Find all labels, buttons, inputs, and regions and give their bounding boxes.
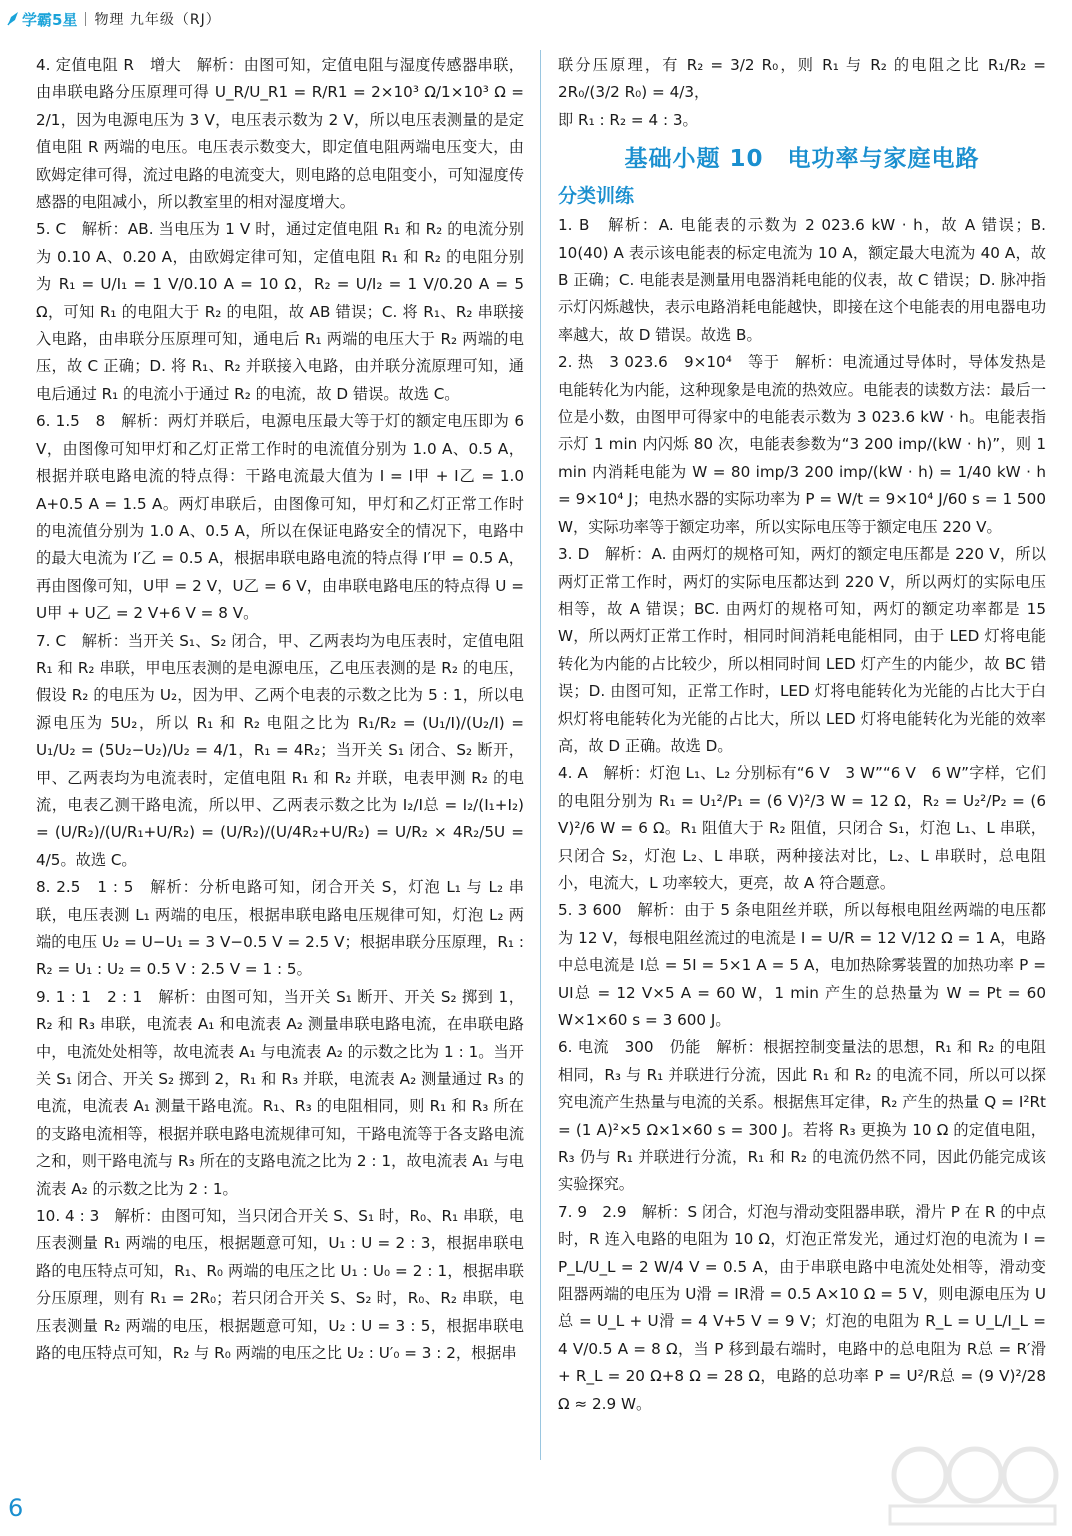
answer-10: 10. 4 : 3 解析：由图可知，当只闭合开关 S、S₁ 时，R₀、R₁ 串联，电压表测量 R₁ 两端的电压，根据题意可知，U₁ : U = 2 : 3，根据串联电路的电压特点可知，R₁、R₀ 两端的电压之比 U₁ : U₀ = 2 : 1，根据串联分压原理，则有 R₁ = 2R₀；若只闭合开关 S、S₂ 时，R₀、R₂ 串联，电压表测量 R₂ 两端的电压，根据题意可知，U₂ : U = 3 : 5，根据串联电路的电压特点可知，R₂ 与 R₀ 两端的电压之比 U₂ : U′₀ = 3 : 2，根据串 (36, 1207, 524, 1363)
answer-5: 5. C 解析：AB. 当电压为 1 V 时，通过定值电阻 R₁ 和 R₂ 的电流分别为 0.10 A、0.20 A，由欧姆定律可知，定值电阻 R₁ 和 R₂ 的电阻分别为 R₁ = U/I₁ = 1 V/0.10 A = 10 Ω，R₂ = U/I₂ = 1 V/0.20 A = 5 Ω，可知 R₁ 的电阻大于 R₂ 的电阻，故 AB 错误；C. 将 R₁、R₂ 串联接入电路，由串联分压原理可知，通电后 R₁ 两端的电压大于 R₂ 两端的电压，故 C 正确；D. 将 R₁、R₂ 并联接入电路，由并联分流原理可知，通电后通过 R₁ 的电流小于通过 R₂ 的电流，故 D 错误。故选 C。 (36, 220, 524, 403)
page-number: 6 (8, 1494, 24, 1522)
column-divider (540, 50, 541, 1460)
subject-label: 物理 九年级（RJ） (94, 12, 221, 28)
answer-8: 8. 2.5 1 : 5 解析：分析电路可知，闭合开关 S，灯泡 L₁ 与 L₂ 串联，电压表测 L₁ 两端的电压，根据串联电路电压规律可知，灯泡 L₂ 两端的电压 U₂ = U−U₁ = 3 V−0.5 V = 2.5 V；根据串联分压原理，R₁ : R₂ = U₁ : U₂ = 0.5 V : 2.5 V = 1 : 5。 (36, 878, 524, 979)
s10-answer-1: 1. B 解析：A. 电能表的示数为 2 023.6 kW · h，故 A 错误；B. 10(40) A 表示该电能表的标定电流为 10 A，额定最大电流为 40 A，故 B 正确；C. 电能表是测量用电器消耗电能的仪表，故 C 错误；D. 脉冲指示灯闪烁越快，表示电路消耗电能越快，即接在这个电能表的用电器电功率越大，故 D 错误。故选 B。 (558, 216, 1046, 344)
brand-name: 学霸5星 (22, 10, 78, 29)
answer-10-conclusion: 即 R₁ : R₂ = 4 : 3。 (558, 110, 698, 129)
sub-title: 分类训练 (558, 185, 635, 208)
brand-logo (6, 9, 77, 30)
s10-answer-7: 7. 9 2.9 解析：S 闭合，灯泡与滑动变阻器串联，滑片 P 在 R 的中点时，R 连入电路的电阻为 10 Ω，灯泡正常发光，通过灯泡的电流为 I = P_L/U_L = 2 W/4 V = 0.5 A，由于串联电路中电流处处相等，滑动变阻器两端的电压为 U滑 = IR滑 = 0.5 A×10 Ω = 5 V，则电源电压为 U总 = U_L + U滑 = 4 V+5 V = 9 V；灯泡的电阻为 R_L = U_L/I_L = 4 V/0.5 A = 8 Ω，当 P 移到最右端时，电路中的总电阻为 R总 = R′滑 + R_L = 20 Ω+8 Ω = 28 Ω，电路的总功率 P = U²/R总 = (9 V)²/28 Ω ≈ 2.9 W。 (558, 1202, 1046, 1413)
s10-answer-2: 2. 热 3 023.6 9×10⁴ 等于 解析：电流通过导体时，导体发热是电能转化为内能，这种现象是电流的热效应。电能表的读数方法：最后一位是小数，由图甲可得家中的电能表示数为 3 023.6 kW · h。电能表指示灯 1 min 内闪烁 80 次，电能表参数为“3 200 imp/(kW · h)”，则 1 min 内消耗电能为 W = 80 imp/3 200 imp/(kW · h) = 1/40 kW · h = 9×10⁴ J；电热水器的实际功率为 P = W/t = 9×10⁴ J/60 s = 1 500 W，实际功率等于额定功率，所以实际电压等于额定电压 220 V。 (558, 353, 1046, 536)
page-header (6, 4, 221, 34)
answer-6: 6. 1.5 8 解析：两灯并联后，电源电压最大等于灯的额定电压即为 6 V，由图像可知甲灯和乙灯正常工作时的电流值分别为 1.0 A、0.5 A，根据并联电路电流的特点得：干路电流最大值为 I = I甲 + I乙 = 1.0 A+0.5 A = 1.5 A。两灯串联后，由图像可知，甲灯和乙灯正常工作时的电流值分别为 1.0 A、0.5 A，所以在保证电路安全的情况下，电路中的最大电流为 I′乙 = 0.5 A，根据串联电路电流的特点得 I′甲 = 0.5 A，再由图像可知，U甲 = 2 V，U乙 = 6 V，由串联电路电压的特点得 U = U甲 + U乙 = 2 V+6 V = 8 V。 (36, 412, 524, 623)
answer-10-continued: 联分压原理，有 R₂ = 3/2 R₀，则 R₁ 与 R₂ 的电阻之比 R₁/R₂ = 2R₀/(3/2 R₀) = 4/3， (558, 56, 1046, 102)
pen-icon (6, 11, 20, 27)
s10-answer-5: 5. 3 600 解析：由于 5 条电阻丝并联，所以每根电阻丝两端的电压都为 12 V，每根电阻丝流过的电流是 I = U/R = 12 V/12 Ω = 1 A，电路中总电流是 I总 = 5I = 5×1 A = 5 A，电加热除雾装置的加热功率 P = UI总 = 12 V×5 A = 60 W，1 min 产生的总热量为 W = Pt = 60 W×1×60 s = 3 600 J。 (558, 901, 1046, 1029)
right-column (558, 52, 1046, 1418)
watermark-logo (880, 1440, 1060, 1530)
s10-answer-6: 6. 电流 300 仍能 解析：根据控制变量法的思想，R₁ 和 R₂ 的电阻相同，R₃ 与 R₁ 并联进行分流，因此 R₁ 和 R₂ 的电流不同，所以可以探究电流产生热量与电流的关系。根据焦耳定律，R₂ 产生的热量 Q = I²Rt = (1 A)²×5 Ω×1×60 s = 300 J。若将 R₃ 更换为 10 Ω 的定值电阻，R₃ 仍与 R₁ 并联进行分流，R₁ 和 R₂ 的电流仍然不同，因此仍能完成该实验探究。 (558, 1038, 1046, 1194)
answer-9: 9. 1 : 1 2 : 1 解析：由图可知，当开关 S₁ 断开、开关 S₂ 掷到 1，R₂ 和 R₃ 串联，电流表 A₁ 和电流表 A₂ 测量串联电路电流，在串联电路中，电流处处相等，故电流表 A₁ 与电流表 A₂ 的示数之比为 1 : 1。当开关 S₁ 闭合、开关 S₂ 掷到 2，R₁ 和 R₃ 并联，电流表 A₂ 测量通过 R₃ 的电流，电流表 A₁ 测量干路电流。R₁、R₃ 的电阻相同，则 R₁ 和 R₃ 所在的支路电流相等，根据并联电路电流规律可知，干路电流等于各支路电流之和，则干路电流与 R₃ 所在的支路电流之比为 2 : 1，故电流表 A₁ 与电流表 A₂ 的示数之比为 2 : 1。 (36, 987, 524, 1198)
answer-7: 7. C 解析：当开关 S₁、S₂ 闭合，甲、乙两表均为电压表时，定值电阻 R₁ 和 R₂ 串联，甲电压表测的是电源电压，乙电压表测的是 R₂ 的电压，假设 R₂ 的电压为 U₂，因为甲、乙两个电表的示数之比为 5 : 1，所以电源电压为 5U₂，所以 R₁ 和 R₂ 电阻之比为 R₁/R₂ = (U₁/I)/(U₂/I) = U₁/U₂ = (5U₂−U₂)/U₂ = 4/1，R₁ = 4R₂；当开关 S₁ 闭合、S₂ 断开，甲、乙两表均为电流表时，定值电阻 R₁ 和 R₂ 并联，电表甲测 R₂ 的电流，电表乙测干路电流，所以甲、乙两表示数之比为 I₂/I总 = I₂/(I₁+I₂) = (U/R₂)/(U/R₁+U/R₂) = (U/R₂)/(U/4R₂+U/R₂) = U/R₂ × 4R₂/5U = 4/5。故选 C。 (36, 631, 524, 869)
section-title: 基础小题 10 电功率与家庭电路 (624, 146, 980, 173)
left-column (36, 52, 524, 1368)
header-divider (85, 12, 86, 26)
answer-4: 4. 定值电阻 R 增大 解析：由图可知，定值电阻与湿度传感器串联，由串联电路分压原理可得 U_R/U_R1 = R/R1 = 2×10³ Ω/1×10³ Ω = 2/1，因为电源电压为 3 V，电压表示数为 2 V，所以电压表测量的是定值电阻 R 两端的电压。电压表示数变大，即定值电阻两端电压变大，由欧姆定律可得，流过电路的电流变大，则电路的总电阻变小，可知湿度传感器的电阻减小，所以教室里的相对湿度增大。 (36, 56, 524, 212)
s10-answer-3: 3. D 解析：A. 由两灯的规格可知，两灯的额定电压都是 220 V，所以两灯正常工作时，两灯的实际电压都达到 220 V，所以两灯的实际电压相等，故 A 错误；BC. 由两灯的规格可知，两灯的额定功率都是 15 W，所以两灯正常工作时，相同时间消耗电能相同，由于 LED 灯将电能转化为内能的占比较少，所以相同时间 LED 灯产生的内能少，故 BC 错误；D. 由图可知，正常工作时，LED 灯将电能转化为光能的占比大于白炽灯将电能转化为光能的占比大，所以 LED 灯将电能转化为光能的效率高，故 D 正确。故选 D。 (558, 545, 1046, 755)
s10-answer-4: 4. A 解析：灯泡 L₁、L₂ 分别标有“6 V 3 W”“6 V 6 W”字样，它们的电阻分别为 R₁ = U₁²/P₁ = (6 V)²/3 W = 12 Ω，R₂ = U₂²/P₂ = (6 V)²/6 W = 6 Ω。R₁ 阻值大于 R₂ 阻值，只闭合 S₁，灯泡 L₁、L 串联，只闭合 S₂，灯泡 L₂、L 串联，两种接法对比，L₂、L 串联时，总电阻小，电流大，L 功率较大，更亮，故 A 符合题意。 (558, 764, 1046, 892)
